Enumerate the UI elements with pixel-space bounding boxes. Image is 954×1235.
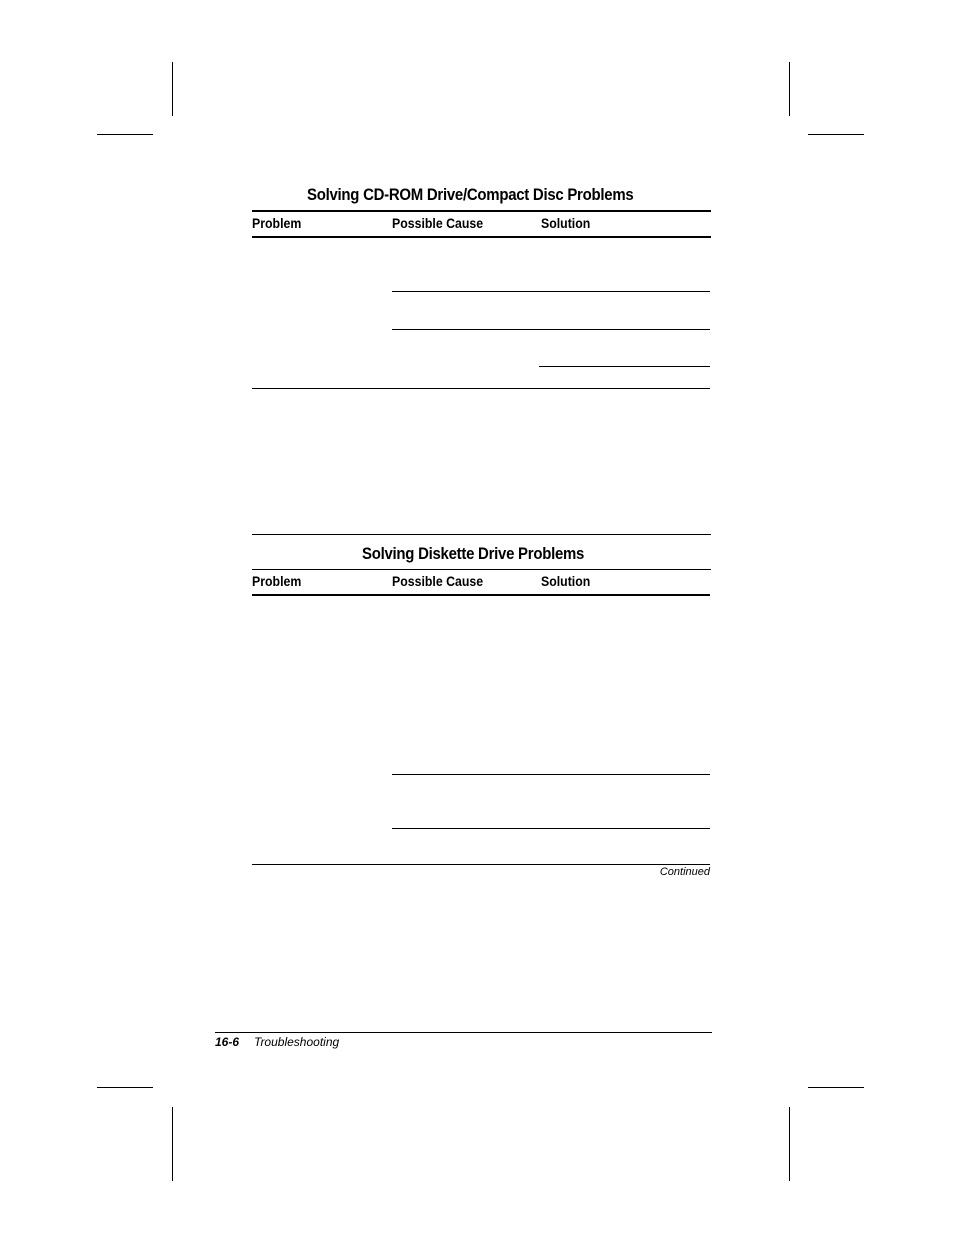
crop-mark-bottom-left-vertical — [172, 1107, 173, 1181]
diskette-title-rule — [252, 569, 711, 570]
crop-mark-bottom-left-horizontal — [97, 1087, 153, 1088]
diskette-table-top-rule — [252, 534, 711, 535]
crop-mark-top-left-vertical — [172, 62, 173, 116]
diskette-row-divider — [392, 774, 710, 775]
crop-mark-top-left-horizontal — [97, 134, 153, 135]
diskette-table-bottom-rule — [252, 864, 710, 865]
diskette-header-problem: Problem — [252, 573, 302, 589]
cdrom-header-rule — [252, 236, 711, 238]
continued-label: Continued — [659, 866, 710, 878]
cdrom-table-top-rule — [252, 210, 711, 212]
chapter-name: Troubleshooting — [254, 1035, 340, 1049]
diskette-header-possible-cause: Possible Cause — [392, 573, 484, 589]
cdrom-table-bottom-rule — [252, 388, 710, 389]
diskette-header-rule — [252, 594, 710, 596]
cdrom-table-title: Solving CD-ROM Drive/Compact Disc Problems — [307, 185, 634, 204]
cdrom-header-possible-cause: Possible Cause — [392, 215, 484, 231]
cdrom-row-divider — [539, 366, 710, 367]
crop-mark-top-right-horizontal — [808, 134, 864, 135]
diskette-table-title: Solving Diskette Drive Problems — [362, 544, 585, 563]
crop-mark-bottom-right-vertical — [789, 1107, 790, 1181]
cdrom-header-solution: Solution — [541, 215, 591, 231]
cdrom-row-divider — [392, 329, 710, 330]
cdrom-row-divider — [392, 291, 710, 292]
crop-mark-bottom-right-horizontal — [808, 1087, 864, 1088]
crop-mark-top-right-vertical — [789, 62, 790, 116]
footer-rule — [215, 1032, 712, 1033]
diskette-header-solution: Solution — [541, 573, 591, 589]
page-number: 16-6 — [215, 1035, 240, 1049]
cdrom-header-problem: Problem — [252, 215, 302, 231]
diskette-row-divider — [392, 828, 710, 829]
